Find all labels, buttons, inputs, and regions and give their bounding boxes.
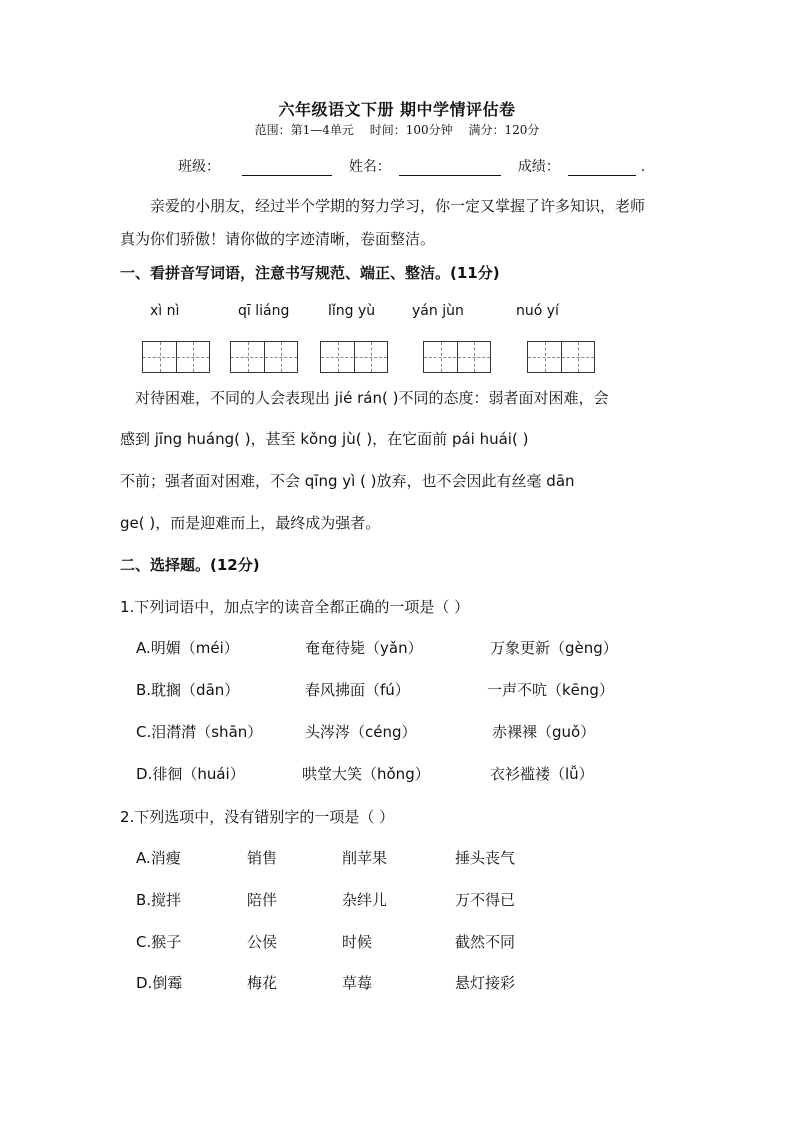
fill-para-line-3: 不前；强者面对困难，不会 qīng yì ( )放弃，也不会因此有丝毫 dān: [120, 472, 575, 490]
q2-option-c[interactable]: C.猴子: [136, 933, 182, 951]
name-field[interactable]: [399, 161, 501, 176]
q2-option-b-word-4: 万不得已: [455, 891, 516, 909]
question-2-stem: 2.下列选项中，没有错别字的一项是（ ）: [120, 808, 395, 826]
info-end: .: [640, 159, 646, 175]
writing-grid-4[interactable]: [423, 341, 491, 373]
q1-option-a-word-2: 奄奄待毙（yǎn）: [305, 639, 423, 657]
exam-time: 时间：100分钟: [369, 123, 453, 137]
q2-option-b-word-2: 陪伴: [247, 891, 278, 909]
section-2-heading: 二、选择题。(12分): [120, 556, 260, 574]
writing-grid-2[interactable]: [230, 341, 298, 373]
q2-option-c-word-3: 时候: [342, 933, 373, 951]
q1-option-d[interactable]: D.徘徊（huái）: [136, 765, 245, 783]
q1-option-b[interactable]: B.耽搁（dān）: [136, 681, 240, 699]
section-1-heading: 一、看拼音写词语，注意书写规范、端正、整洁。(11分): [120, 264, 500, 282]
q1-option-d-word-3: 衣衫褴褛（lǚ）: [490, 765, 594, 783]
q1-option-d-word-2: 哄堂大笑（hǒng）: [302, 765, 430, 783]
q1-option-c-word-2: 头涔涔（céng）: [305, 723, 417, 741]
name-label: 姓名：: [348, 159, 391, 175]
q2-option-c-word-4: 截然不同: [455, 933, 516, 951]
writing-grid-5[interactable]: [527, 341, 595, 373]
q2-option-a-word-2: 销售: [247, 849, 278, 867]
q1-option-b-word-3: 一声不吭（kēng）: [487, 681, 614, 699]
q2-option-b-word-3: 杂绊儿: [342, 891, 388, 909]
q2-option-d-word-3: 草莓: [342, 974, 373, 992]
fill-para-line-2: 感到 jīng huáng( )，甚至 kǒng jù( )，在它面前 pái huái( ): [120, 430, 529, 448]
exam-subtitle: [0, 121, 794, 138]
result-label: 成绩：: [517, 159, 560, 175]
exam-scope: 范围：第1—4单元: [254, 123, 354, 137]
pinyin-5: nuó yí: [516, 303, 559, 319]
q1-option-c[interactable]: C.泪潸潸（shān）: [136, 723, 263, 741]
q2-option-d-word-2: 梅花: [247, 974, 278, 992]
writing-grid-3[interactable]: [320, 341, 388, 373]
q2-option-a-word-3: 削苹果: [342, 849, 388, 867]
question-1-stem: 1.下列词语中，加点字的读音全都正确的一项是（ ）: [120, 598, 470, 616]
fill-para-line-4: ge( )，而是迎难而上，最终成为强者。: [120, 514, 381, 532]
exam-score: 满分：120分: [468, 123, 540, 137]
q2-option-d[interactable]: D.倒霉: [136, 974, 183, 992]
q2-option-d-word-4: 悬灯接彩: [455, 974, 516, 992]
q1-option-a[interactable]: A.明媚（méi）: [136, 639, 239, 657]
q2-option-a-word-4: 捶头丧气: [455, 849, 516, 867]
writing-grid-1[interactable]: [142, 341, 210, 373]
q2-option-b[interactable]: B.搅拌: [136, 891, 182, 909]
pinyin-2: qī liáng: [238, 303, 290, 319]
pinyin-3: lǐng yù: [328, 303, 376, 319]
intro-line-2: 真为你们骄傲！请你做的字迹清晰，卷面整洁。: [120, 230, 436, 248]
result-field[interactable]: [568, 161, 636, 176]
class-label: 班级：: [178, 159, 220, 175]
q1-option-c-word-3: 赤裸裸（guǒ）: [492, 723, 596, 741]
intro-line-1: 亲爱的小朋友，经过半个学期的努力学习，你一定又掌握了许多知识，老师: [150, 197, 646, 215]
q1-option-a-word-3: 万象更新（gèng）: [490, 639, 618, 657]
class-field[interactable]: [242, 161, 332, 176]
fill-para-line-1: 对待困难，不同的人会表现出 jié rán( )不同的态度：弱者面对困难，会: [135, 389, 609, 407]
student-info-row: [178, 156, 645, 176]
q2-option-c-word-2: 公侯: [247, 933, 278, 951]
q2-option-a[interactable]: A.消瘦: [136, 849, 181, 867]
exam-title: 六年级语文下册 期中学情评估卷: [278, 100, 516, 119]
q1-option-b-word-2: 春风拂面（fú）: [305, 681, 410, 699]
pinyin-4: yán jùn: [412, 303, 464, 319]
pinyin-1: xì nì: [150, 303, 180, 319]
